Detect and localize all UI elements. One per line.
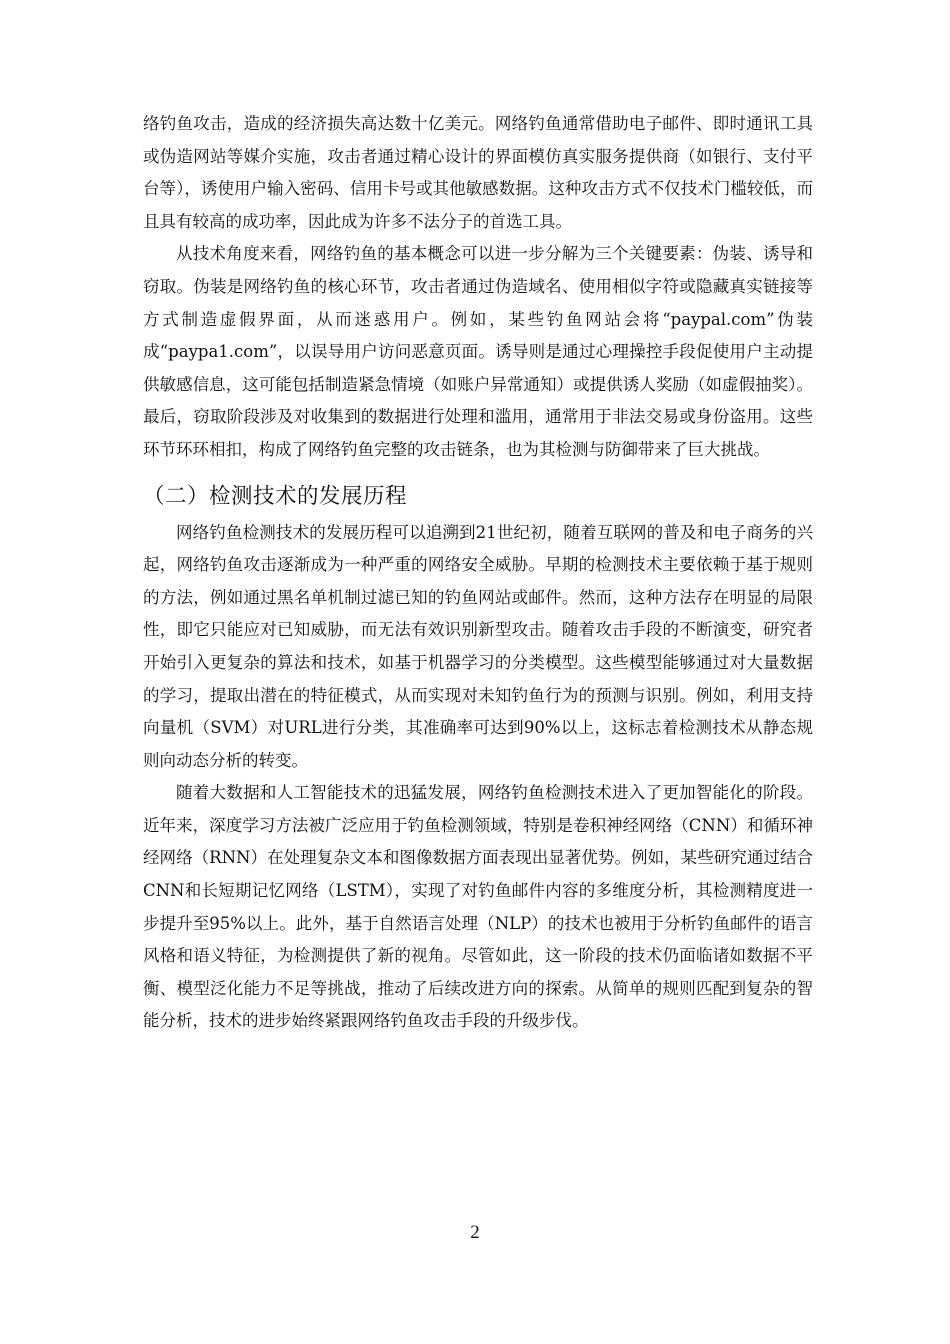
page-content <box>143 108 813 1038</box>
paragraph-phishing-elements: 从技术角度来看，网络钓鱼的基本概念可以进一步分解为三个关键要素：伪装、诱导和窃取。伪装是网络钓鱼的核心环节，攻击者通过伪造域名、使用相似字符或隐藏真实链接等方式制造虚假界面，从而迷惑用户。例如，某些钓鱼网站会将“paypal.com”伪装成“paypa1.com”，以误导用户访问恶意页面。诱导则是通过心理操控手段促使用户主动提供敏感信息，这可能包括制造紧急情境（如账户异常通知）或提供诱人奖励（如虚假抽奖）。最后，窃取阶段涉及对收集到的数据进行处理和滥用，通常用于非法交易或身份盗用。这些环节环环相扣，构成了网络钓鱼完整的攻击链条，也为其检测与防御带来了巨大挑战。 <box>143 244 813 459</box>
section-heading: （二）检测技术的发展历程 <box>143 483 408 509</box>
paragraph-detection-history: 网络钓鱼检测技术的发展历程可以追溯到21世纪初，随着互联网的普及和电子商务的兴起，网络钓鱼攻击逐渐成为一种严重的网络安全威胁。早期的检测技术主要依赖于基于规则的方法，例如通过黑名单机制过滤已知的钓鱼网站或邮件。然而，这种方法存在明显的局限性，即它只能应对已知威胁，而无法有效识别新型攻击。随着攻击手段的不断演变，研究者开始引入更复杂的算法和技术，如基于机器学习的分类模型。这些模型能够通过对大量数据的学习，提取出潜在的特征模式，从而实现对未知钓鱼行为的预测与识别。例如，利用支持向量机（SVM）对URL进行分类，其准确率可达到90%以上，这标志着检测技术从静态规则向动态分析的转变。 <box>143 522 813 770</box>
paragraph-continued: 络钓鱼攻击，造成的经济损失高达数十亿美元。网络钓鱼通常借助电子邮件、即时通讯工具或伪造网站等媒介实施，攻击者通过精心设计的界面模仿真实服务提供商（如银行、支付平台等），诱使用户输入密码、信用卡号或其他敏感数据。这种攻击方式不仅技术门槛较低，而且具有较高的成功率，因此成为许多不法分子的首选工具。 <box>143 114 813 231</box>
paragraph-ai-detection: 随着大数据和人工智能技术的迅猛发展，网络钓鱼检测技术进入了更加智能化的阶段。近年来，深度学习方法被广泛应用于钓鱼检测领域，特别是卷积神经网络（CNN）和循环神经网络（RNN）在处理复杂文本和图像数据方面表现出显著优势。例如，某些研究通过结合CNN和长短期记忆网络（LSTM），实现了对钓鱼邮件内容的多维度分析，其检测精度进一步提升至95%以上。此外，基于自然语言处理（NLP）的技术也被用于分析钓鱼邮件的语言风格和语义特征，为检测提供了新的视角。尽管如此，这一阶段的技术仍面临诸如数据不平衡、模型泛化能力不足等挑战，推动了后续改进方向的探索。从简单的规则匹配到复杂的智能分析，技术的进步始终紧跟网络钓鱼攻击手段的升级步伐。 <box>143 783 813 1031</box>
page-number: 2 <box>470 1222 480 1243</box>
